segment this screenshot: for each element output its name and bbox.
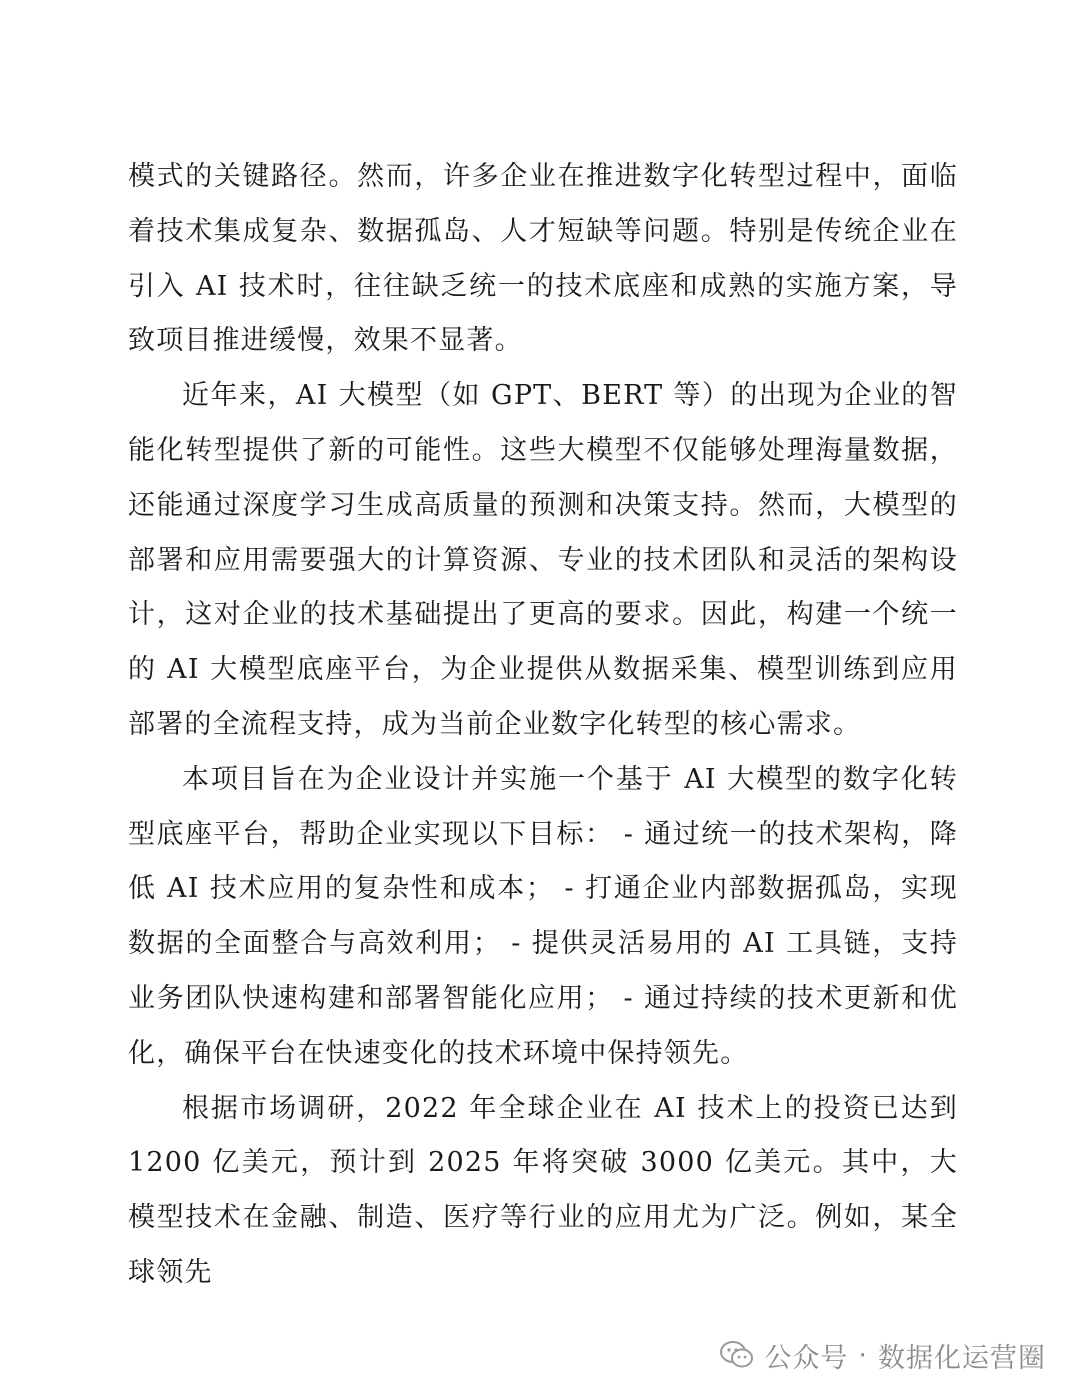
paragraph-4: 根据市场调研，2022 年全球企业在 AI 技术上的投资已达到 1200 亿美元，预计到 2025 年将突破 3000 亿美元。其中，大模型技术在金融、制造、医疗等行业的应用尤为广泛。例如，某全球领先 xyxy=(128,1092,958,1288)
watermark-separator: · xyxy=(858,1339,868,1371)
paragraph-2: 近年来，AI 大模型（如 GPT、BERT 等）的出现为企业的智能化转型提供了新的可能性。这些大模型不仅能够处理海量数据，还能通过深度学习生成高质量的预测和决策支持。然而，大模型的部署和应用需要强大的计算资源、专业的技术团队和灵活的架构设计，这对企业的技术基础提出了更高的要求。因此，构建一个统一的 AI 大模型底座平台，为企业提供从数据采集、模型训练到应用部署的全流程支持，成为当前企业数字化转型的核心需求。 xyxy=(128,380,958,740)
paragraph-1: 模式的关键路径。然而，许多企业在推进数字化转型过程中，面临着技术集成复杂、数据孤岛、人才短缺等问题。特别是传统企业在引入 AI 技术时，往往缺乏统一的技术底座和成熟的实施方案，导致项目推进缓慢，效果不显著。 xyxy=(128,161,958,357)
paragraph-3: 本项目旨在为企业设计并实施一个基于 AI 大模型的数字化转型底座平台，帮助企业实现以下目标： - 通过统一的技术架构，降低 AI 技术应用的复杂性和成本； - 打通企业内部数据孤岛，实现数据的全面整合与高效利用； - 提供灵活易用的 AI 工具链，支持业务团队快速构建和部署智能化应用； - 通过持续的技术更新和优化，确保平台在快速变化的技术环境中保持领先。 xyxy=(128,763,958,1069)
body-text xyxy=(128,150,958,1301)
wechat-icon xyxy=(720,1340,754,1370)
watermark-label: 公众号 xyxy=(764,1342,849,1374)
watermark-account: 数据化运营圈 xyxy=(878,1342,1046,1374)
watermark xyxy=(720,1330,1046,1380)
